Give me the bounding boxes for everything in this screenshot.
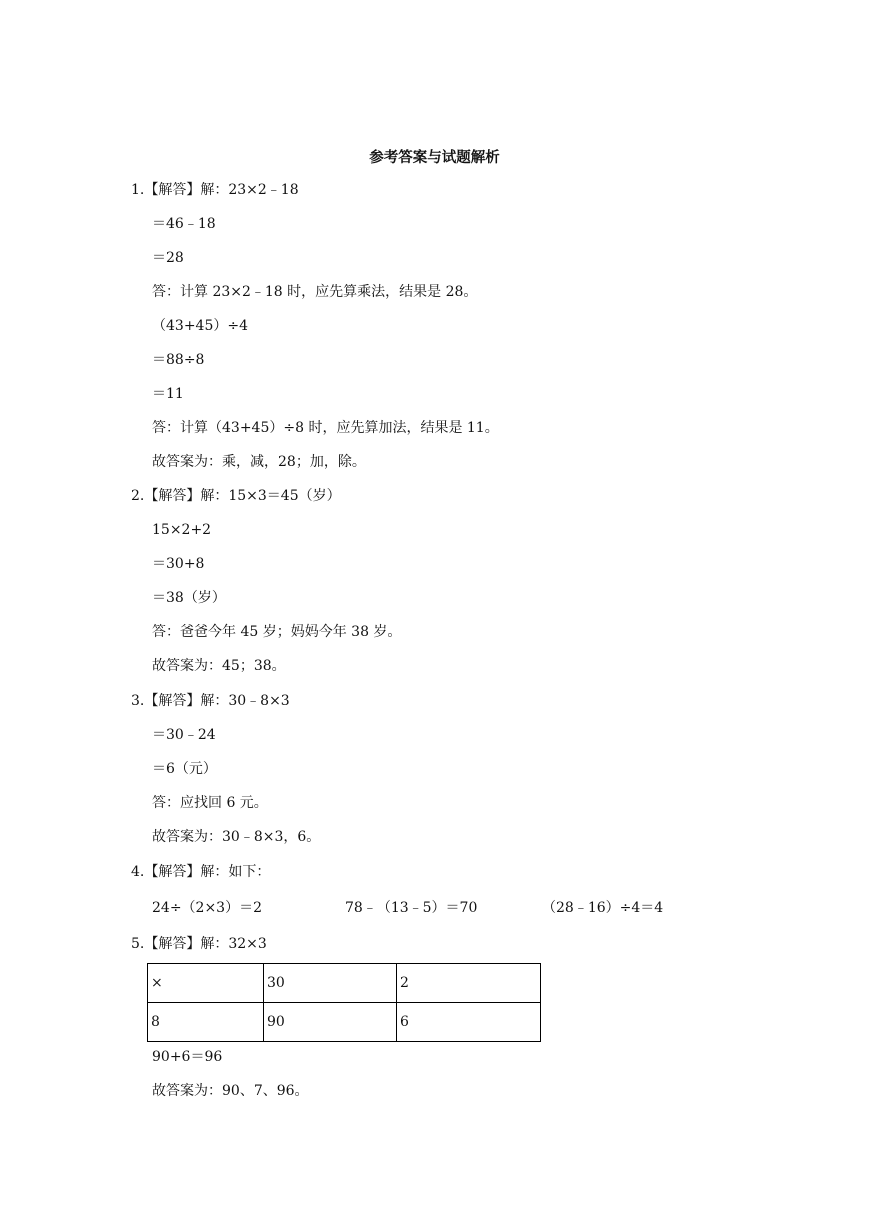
table-cell: 2 (397, 964, 541, 1003)
q1-line: 答：计算（43+45）÷8 时，应先算加法，结果是 11。 (152, 420, 499, 436)
table-row (148, 964, 541, 1003)
table-cell: 90 (264, 1003, 397, 1042)
multiplication-table (147, 963, 541, 1042)
q3-line: ＝6（元） (152, 761, 217, 777)
q2-line: 答：爸爸今年 45 岁；妈妈今年 38 岁。 (152, 624, 402, 640)
table-cell: 6 (397, 1003, 541, 1042)
q4-equation: （28﹣16）÷4＝4 (542, 900, 664, 916)
q4-equation: 78﹣（13﹣5）＝70 (345, 900, 478, 916)
q1-line: （43+45）÷4 (152, 318, 248, 334)
q1-line: ＝46﹣18 (152, 216, 216, 232)
table-row (148, 1003, 541, 1042)
q1-line: ＝88÷8 (152, 352, 205, 368)
table-cell: 8 (148, 1003, 264, 1042)
q3-answer: 故答案为：30﹣8×3，6。 (152, 829, 321, 845)
q2-line: ＝30+8 (152, 556, 205, 572)
q4-equation: 24÷（2×3）＝2 (152, 900, 262, 916)
q1-line: ＝11 (152, 386, 184, 402)
q3-line: ＝30﹣24 (152, 727, 216, 743)
q1-header: 1.【解答】解：23×2﹣18 (131, 182, 299, 198)
page-title: 参考答案与试题解析 (369, 149, 500, 166)
q2-header: 2.【解答】解：15×3＝45（岁） (131, 488, 341, 504)
table-cell: × (148, 964, 264, 1003)
table-cell: 30 (264, 964, 397, 1003)
q5-line: 90+6＝96 (152, 1049, 223, 1065)
q5-answer: 故答案为：90、7、96。 (152, 1083, 309, 1099)
q4-equations (152, 898, 752, 920)
q1-line: ＝28 (152, 250, 184, 266)
q4-header: 4.【解答】解：如下： (131, 864, 271, 880)
q3-header: 3.【解答】解：30﹣8×3 (131, 693, 290, 709)
q1-line: 答：计算 23×2﹣18 时，应先算乘法，结果是 28。 (152, 284, 478, 300)
q2-line: 15×2+2 (152, 522, 212, 538)
q2-answer: 故答案为：45；38。 (152, 658, 286, 674)
q1-answer: 故答案为：乘，减，28；加，除。 (152, 454, 366, 470)
q2-line: ＝38（岁） (152, 590, 226, 606)
q5-header: 5.【解答】解：32×3 (131, 936, 267, 952)
q3-line: 答：应找回 6 元。 (152, 795, 268, 811)
